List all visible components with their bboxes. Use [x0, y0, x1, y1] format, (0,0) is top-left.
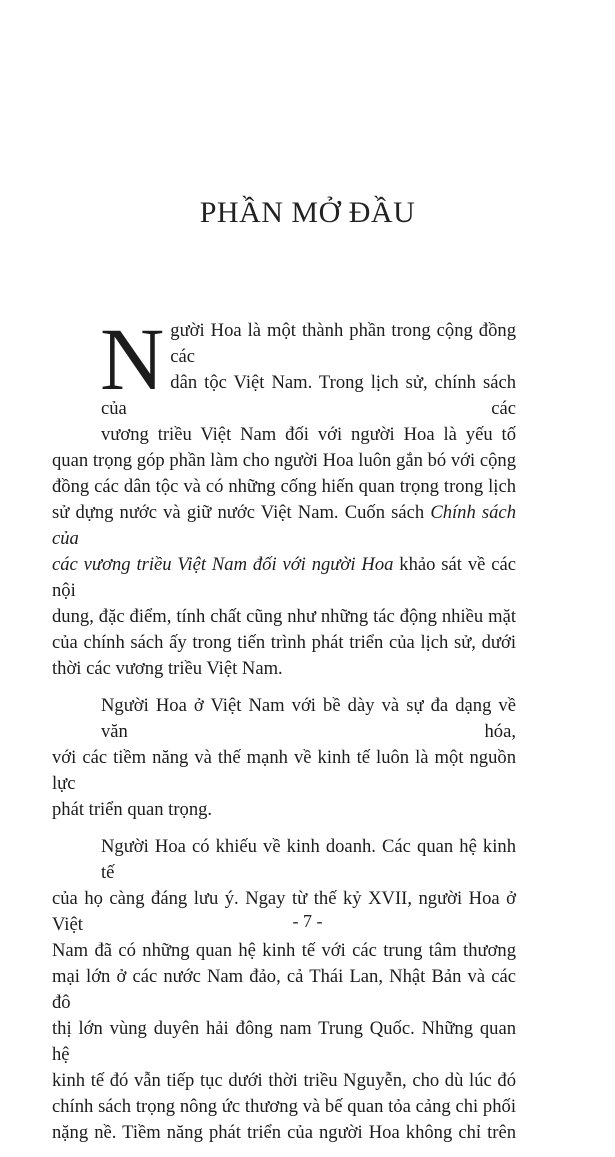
- text-line: chính sách trọng nông ức thương và bế quan tỏa cảng chi phối: [52, 1096, 516, 1117]
- text-line: gười Hoa là một thành phần trong cộng đồng các: [170, 320, 516, 367]
- page-number: - 7 -: [292, 911, 323, 931]
- text-line: [52, 552, 516, 604]
- text-line: vương triều Việt Nam đối với người Hoa là yếu tố: [101, 424, 516, 445]
- paragraph-3: [52, 834, 516, 1146]
- text-run: sử dựng nước và giữ nước Việt Nam. Cuốn sách: [52, 502, 431, 523]
- book-title-italic: các vương triều Việt Nam đối với người Hoa: [52, 554, 394, 575]
- text-line: với các tiềm năng và thế mạnh về kinh tế luôn là một nguồn lực: [52, 747, 516, 794]
- text-line: phát triển quan trọng.: [52, 799, 213, 820]
- text-line: Nam đã có những quan hệ kinh tế với các trung tâm thương: [52, 940, 516, 961]
- body-text: [52, 311, 517, 1157]
- text-line: thời các vương triều Việt Nam.: [52, 658, 283, 679]
- paragraph-1: [52, 311, 517, 682]
- text-line: dung, đặc điểm, tính chất cũng như những tác động nhiều mặt: [52, 606, 516, 627]
- drop-cap: N: [100, 311, 165, 409]
- text-line: mại lớn ở các nước Nam đảo, cả Thái Lan, Nhật Bản và các đô: [52, 966, 516, 1013]
- text-line: thị lớn vùng duyên hải đông nam Trung Quốc. Những quan hệ: [52, 1018, 516, 1065]
- text-line: của chính sách ấy trong tiến trình phát triển của lịch sử, dưới: [52, 632, 516, 653]
- text-line: kinh tế đó vẫn tiếp tục dưới thời triều Nguyễn, cho dù lúc đó: [52, 1070, 516, 1091]
- text-line: của họ càng đáng lưu ý. Ngay từ thế kỷ XVII, người Hoa ở Việt: [52, 888, 516, 935]
- text-line: nặng nề. Tiềm năng phát triển của người Hoa không chỉ trên: [52, 1122, 516, 1143]
- text-line: Người Hoa có khiếu về kinh doanh. Các quan hệ kinh tế: [101, 836, 516, 883]
- text-line: quan trọng góp phần làm cho người Hoa luôn gắn bó với cộng: [52, 450, 516, 471]
- paragraph-2: [52, 693, 516, 823]
- text-line: đồng các dân tộc và có những cống hiến quan trọng trong lịch: [52, 476, 516, 497]
- text-line: [52, 500, 516, 552]
- text-line: dân tộc Việt Nam. Trong lịch sử, chính sách của các: [101, 372, 516, 419]
- book-title-italic: Chính sách của: [52, 502, 516, 549]
- page-title: PHẦN MỞ ĐẦU: [199, 196, 416, 229]
- text-line: Người Hoa ở Việt Nam với bề dày và sự đa dạng về văn hóa,: [101, 695, 516, 742]
- text-run: khảo sát về các nội: [52, 554, 517, 601]
